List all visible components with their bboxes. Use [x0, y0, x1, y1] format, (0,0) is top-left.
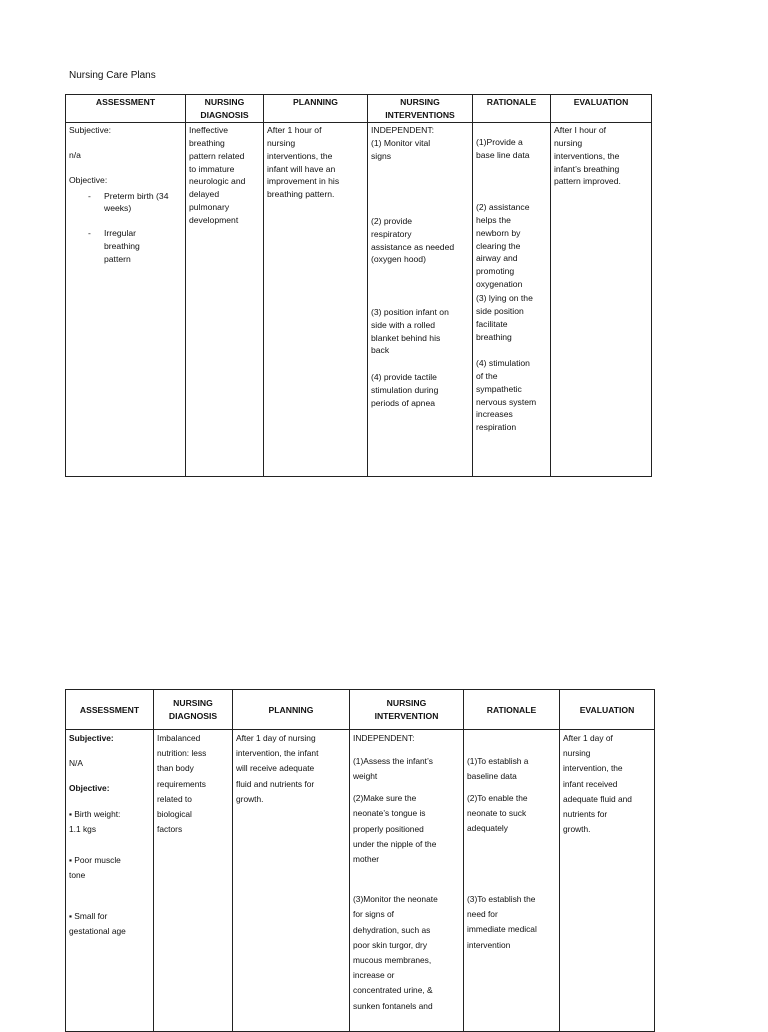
subjective-value: n/a	[69, 149, 81, 160]
document-title: Nursing Care Plans	[69, 70, 156, 81]
header-assessment: ASSESSMENT	[66, 95, 186, 123]
header-nursing-diagnosis: NURSING DIAGNOSIS	[154, 690, 233, 730]
objective-label: Objective:	[69, 174, 108, 185]
planning-cell: After 1 day of nursing intervention, the infant will receive adequate fluid and nutrients for growth.	[233, 730, 350, 1032]
rationale-item: (1)Provide a base line data	[476, 136, 530, 160]
objective-list	[69, 190, 182, 267]
intervention-item: (2)Make sure the neonate’s tongue is properly positioned under the nipple of the mother	[353, 793, 437, 865]
intervention-item: (2) provide respiratory assistance as needed (oxygen hood)	[371, 215, 455, 265]
diagnosis-cell: Imbalanced nutrition: less than body requirements related to biological factors	[154, 730, 233, 1032]
header-rationale: RATIONALE	[473, 95, 551, 123]
list-item: - Preterm birth (34 weeks)	[88, 190, 182, 216]
header-nursing-intervention: NURSING INTERVENTION	[350, 690, 464, 730]
rationale-item: (3) lying on the side position facilitate breathing	[476, 292, 533, 342]
table-header-row	[66, 690, 655, 730]
list-item: - Irregular breathing pattern	[88, 227, 182, 266]
rationale-item: (4) stimulation of the sympathetic nervous system increases respiration	[476, 357, 537, 433]
planning-cell: After 1 hour of nursing interventions, the infant will have an improvement in his breathing pattern.	[264, 122, 368, 476]
table-row	[66, 730, 655, 1032]
interventions-cell	[350, 730, 464, 1032]
table-row	[66, 122, 652, 476]
header-evaluation: EVALUATION	[560, 690, 655, 730]
intervention-item: (1) Monitor vital signs	[371, 137, 431, 161]
header-evaluation: EVALUATION	[551, 95, 652, 123]
rationale-item: (3)To establish the need for immediate medical intervention	[467, 894, 537, 950]
diagnosis-cell: Ineffective breathing pattern related to immature neurologic and delayed pulmonary development	[186, 122, 264, 476]
assessment-cell	[66, 122, 186, 476]
list-item: ▪ Birth weight: 1.1 kgs	[69, 808, 121, 834]
header-planning: PLANNING	[264, 95, 368, 123]
subjective-label: Subjective:	[69, 733, 114, 743]
header-planning: PLANNING	[233, 690, 350, 730]
evaluation-cell: After I hour of nursing interventions, the infant’s breathing pattern improved.	[551, 122, 652, 476]
intervention-item: (3)Monitor the neonate for signs of dehydration, such as poor skin turgor, dry mucous membranes, increase or concentrated urine, & sunken fontanels and	[353, 894, 438, 1011]
rationale-cell	[473, 122, 551, 476]
care-plan-table-2	[65, 689, 655, 1032]
subjective-label: Subjective:	[69, 124, 112, 135]
header-nursing-diagnosis: NURSING DIAGNOSIS	[186, 95, 264, 123]
rationale-item: (2)To enable the neonate to suck adequately	[467, 793, 528, 834]
interventions-label: INDEPENDENT:	[353, 733, 415, 743]
list-item: ▪ Small for gestational age	[69, 910, 126, 936]
rationale-item: (2) assistance helps the newborn by clearing the airway and promoting oxygenation	[476, 201, 530, 290]
intervention-item: (3) position infant on side with a rolled blanket behind his back	[371, 306, 449, 356]
evaluation-cell: After 1 day of nursing intervention, the infant received adequate fluid and nutrients for growth.	[560, 730, 655, 1032]
header-nursing-interventions: NURSING INTERVENTIONS	[368, 95, 473, 123]
intervention-item: (1)Assess the infant’s weight	[353, 756, 433, 782]
objective-label: Objective:	[69, 783, 110, 794]
subjective-value: N/A	[69, 758, 83, 769]
care-plan-table-1	[65, 94, 652, 477]
intervention-item: (4) provide tactile stimulation during periods of apnea	[371, 371, 439, 408]
rationale-cell	[464, 730, 560, 1032]
table-header-row	[66, 95, 652, 123]
rationale-item: (1)To establish a baseline data	[467, 756, 529, 782]
header-rationale: RATIONALE	[464, 690, 560, 730]
list-item: ▪ Poor muscle tone	[69, 854, 121, 880]
interventions-cell	[368, 122, 473, 476]
assessment-cell	[66, 730, 154, 1032]
header-assessment: ASSESSMENT	[66, 690, 154, 730]
interventions-label: INDEPENDENT:	[371, 124, 435, 135]
